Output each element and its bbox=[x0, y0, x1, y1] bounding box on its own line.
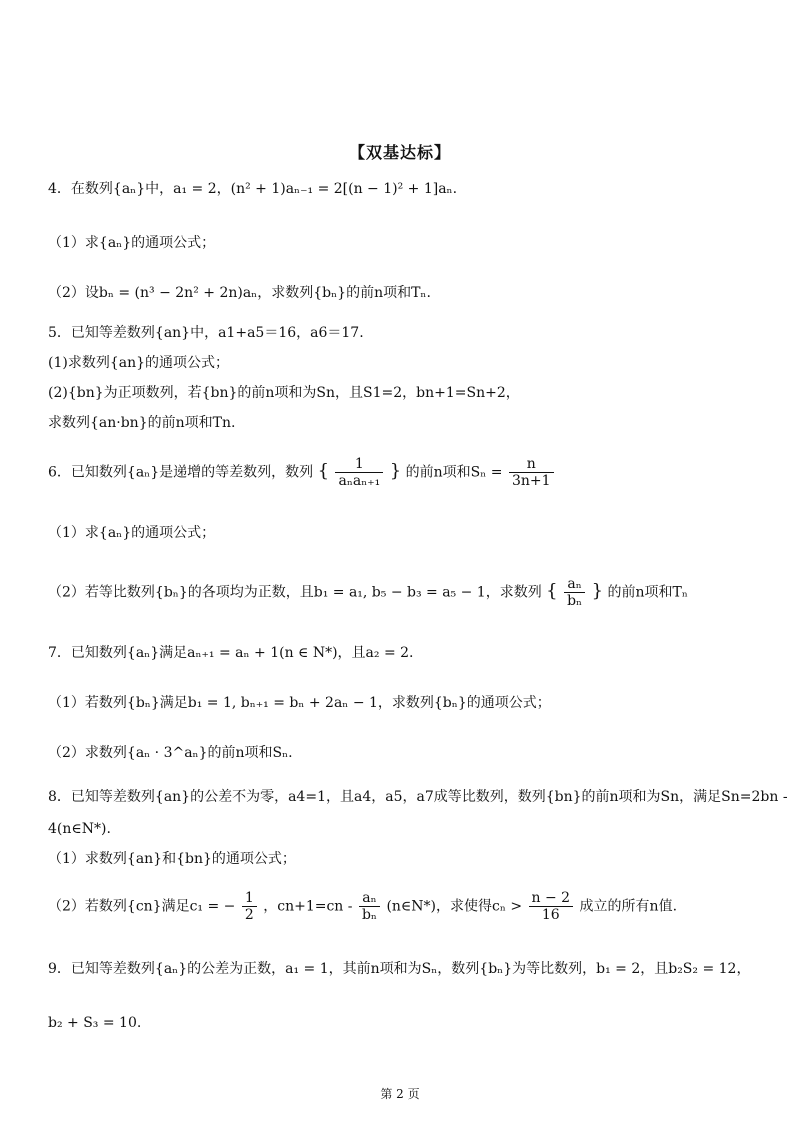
problem-8-q2-pre: （2）若数列{cn}满足c₁ = − bbox=[48, 898, 236, 915]
fraction-sn bbox=[509, 456, 554, 489]
fraction-a-over-b bbox=[359, 890, 380, 923]
fraction-denominator: aₙaₙ₊₁ bbox=[338, 473, 381, 489]
fraction-numerator: aₙ bbox=[359, 890, 380, 907]
problem-6-q2-pre: （2）若等比数列{bₙ}的各项均为正数，且b₁ = a₁, b₅ − b₃ = a₅ − 1，求数列 bbox=[48, 584, 542, 601]
right-brace: } bbox=[591, 580, 604, 602]
fraction-numerator: aₙ bbox=[564, 576, 585, 593]
fraction-c1 bbox=[242, 890, 257, 923]
problem-7-q1: （1）若数列{bₙ}满足b₁ = 1, bₙ₊₁ = bₙ + 2aₙ − 1，求数列{bₙ}的通项公式； bbox=[48, 695, 551, 711]
left-brace: { bbox=[317, 460, 330, 482]
problem-6-q2 bbox=[48, 576, 688, 609]
fraction-denominator: 3n+1 bbox=[511, 473, 551, 489]
problem-6-stem-mid: 的前n项和Sₙ = bbox=[405, 464, 503, 481]
problem-6-stem bbox=[48, 456, 556, 489]
problem-8-stem: 8．已知等差数列{an}的公差不为零，a4=1，且a4，a5，a7成等比数列，数列{bn}的前n项和为Sn，满足Sn=2bn - bbox=[48, 789, 788, 805]
section-title: 【双基达标】 bbox=[348, 143, 451, 162]
fraction-numerator: n − 2 bbox=[529, 890, 574, 907]
problem-5-q2: (2){bn}为正项数列，若{bn}的前n项和为Sn，且S1=2，bn+1=Sn+2， bbox=[48, 385, 520, 401]
problem-5-stem: 5．已知等差数列{an}中，a1+a5＝16，a6＝17. bbox=[48, 325, 364, 341]
right-brace: } bbox=[389, 460, 402, 482]
left-brace: { bbox=[546, 580, 558, 602]
fraction-denominator: bₙ bbox=[567, 593, 583, 609]
fraction-denominator: 2 bbox=[244, 907, 254, 923]
fraction-a-over-b bbox=[564, 576, 585, 609]
problem-4-stem: 4．在数列{aₙ}中，a₁ = 2，(n² + 1)aₙ₋₁ = 2[(n − 1)² + 1]aₙ. bbox=[48, 181, 458, 197]
problem-8-q2-mid: ，cn+1=cn - bbox=[263, 898, 353, 915]
fraction-denominator: bₙ bbox=[361, 907, 377, 923]
problem-6-stem-pre: 6．已知数列{aₙ}是递增的等差数列，数列 bbox=[48, 464, 314, 481]
page-number: 第 2 页 bbox=[380, 1087, 420, 1101]
problem-8-q2 bbox=[48, 890, 677, 923]
fraction-rhs bbox=[529, 890, 574, 923]
problem-4-q1: （1）求{aₙ}的通项公式； bbox=[48, 235, 216, 251]
problem-5-q1: (1)求数列{an}的通项公式； bbox=[48, 355, 230, 371]
problem-6-q1: （1）求{aₙ}的通项公式； bbox=[48, 525, 216, 541]
problem-4-q2: （2）设bₙ = (n³ − 2n² + 2n)aₙ，求数列{bₙ}的前n项和Tₙ. bbox=[48, 285, 431, 301]
problem-8-q2-post: 成立的所有n值. bbox=[579, 898, 678, 915]
problem-5-q2-cont: 求数列{an·bn}的前n项和Tn. bbox=[48, 415, 236, 431]
fraction-numerator: 1 bbox=[335, 456, 383, 473]
problem-8-q1: （1）求数列{an}和{bn}的通项公式； bbox=[48, 851, 296, 867]
fraction-numerator: 1 bbox=[242, 890, 257, 907]
problem-8-stem-cont: 4(n∈N*). bbox=[48, 821, 111, 837]
problem-6-q2-post: 的前n项和Tₙ bbox=[607, 584, 688, 601]
problem-9-stem-cont: b₂ + S₃ = 10. bbox=[48, 1015, 142, 1031]
fraction-numerator: n bbox=[509, 456, 554, 473]
fraction-one-over-product bbox=[335, 456, 383, 489]
fraction-denominator: 16 bbox=[541, 907, 560, 923]
problem-8-q2-mid2: (n∈N*)，求使得cₙ > bbox=[386, 898, 523, 915]
problem-7-stem: 7．已知数列{aₙ}满足aₙ₊₁ = aₙ + 1(n ∈ N*)，且a₂ = 2. bbox=[48, 645, 414, 661]
problem-7-q2: （2）求数列{aₙ · 3^aₙ}的前n项和Sₙ. bbox=[48, 745, 293, 761]
problem-9-stem: 9．已知等差数列{aₙ}的公差为正数，a₁ = 1，其前n项和为Sₙ，数列{bₙ}为等比数列，b₁ = 2，且b₂S₂ = 12， bbox=[48, 961, 751, 977]
